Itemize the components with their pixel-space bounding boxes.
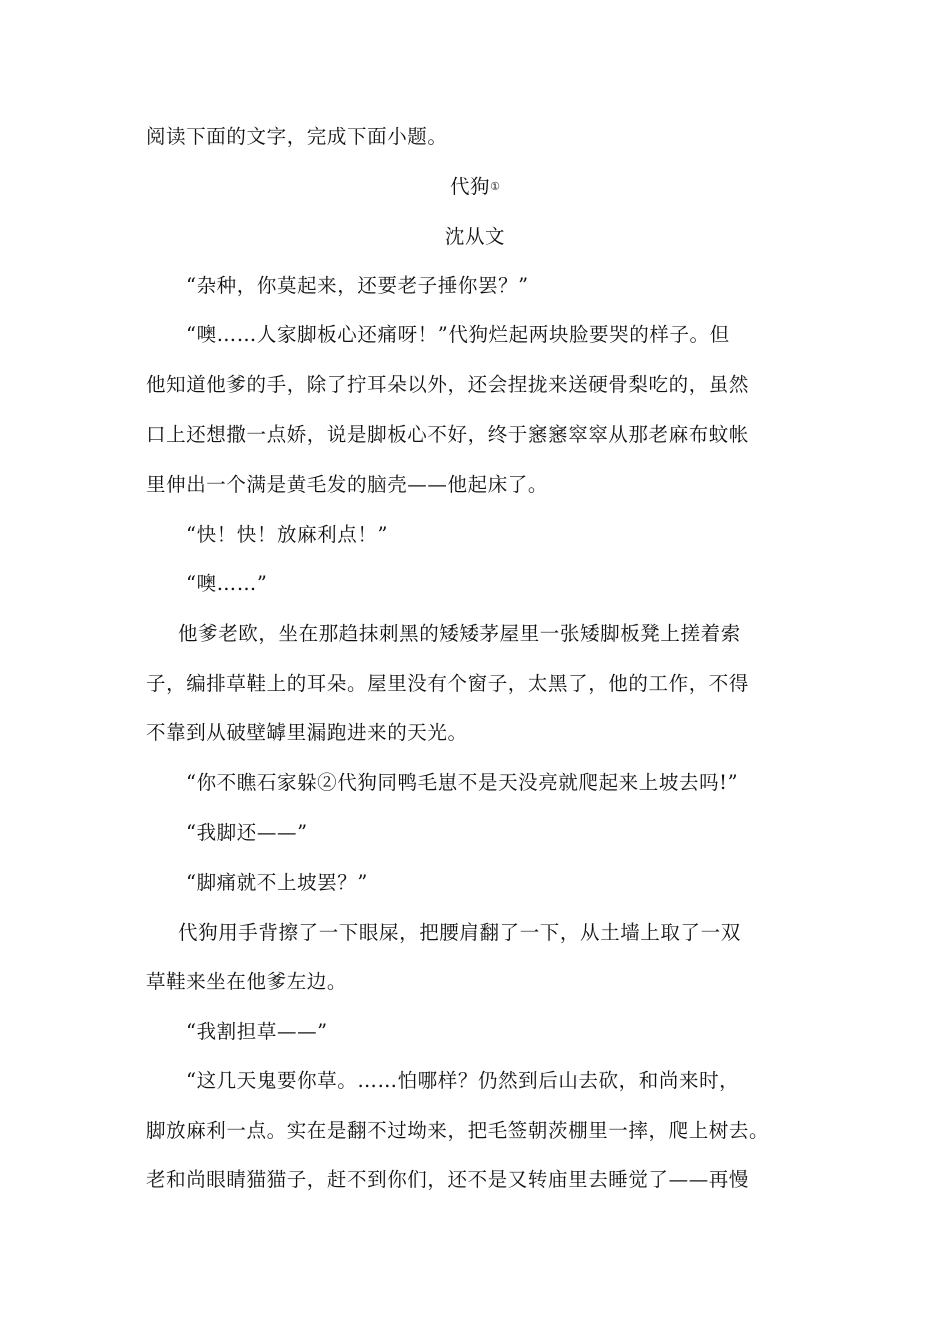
paragraph-line: “噢……人家脚板心还痛呀！”代狗烂起两块脸要哭的样子。但	[186, 323, 730, 346]
paragraph-line: “我割担草——”	[186, 1020, 328, 1043]
paragraph-line: “杂种，你莫起来，还要老子捶你罢？”	[186, 274, 529, 297]
paragraph-line: 口上还想撒一点娇，说是脚板心不好，终于窸窸窣窣从那老麻布蚊帐	[146, 423, 750, 446]
paragraph-line: “快！快！放麻利点！”	[186, 523, 389, 546]
paragraph-line: 脚放麻利一点。实在是翻不过坳来，把毛签朝茨棚里一摔，爬上树去。	[146, 1119, 770, 1142]
paragraph-line: “这几天鬼要你草。……怕哪样？仍然到后山去砍，和尚来时，	[186, 1069, 740, 1092]
paragraph-line: “脚痛就不上坡罢？”	[186, 871, 368, 894]
paragraph-line: 子，编排草鞋上的耳朵。屋里没有个窗子，太黑了，他的工作，不得	[146, 672, 750, 695]
paragraph-line: “噢……”	[186, 572, 268, 595]
instruction-text: 阅读下面的文字，完成下面小题。	[146, 125, 448, 148]
paragraph-line: 代狗用手背擦了一下眼屎，把腰肩翻了一下，从土墙上取了一双	[178, 921, 741, 944]
paragraph-line: 草鞋来坐在他爹左边。	[146, 970, 348, 993]
paragraph-line: 他知道他爹的手，除了拧耳朵以外，还会捏拢来送硬骨梨吃的，虽然	[146, 373, 750, 396]
story-title	[0, 174, 950, 200]
paragraph-line: 老和尚眼睛猫猫子，赶不到你们，还不是又转庙里去睡觉了——再慢	[146, 1168, 750, 1191]
title-text: 代狗	[449, 175, 491, 198]
author-name: 沈从文	[444, 225, 506, 248]
paragraph-line: 里伸出一个满是黄毛发的脑壳——他起床了。	[146, 473, 549, 496]
paragraph-line: “我脚还——”	[186, 821, 308, 844]
paragraph-line: 不靠到从破壁罅里漏跑进来的天光。	[146, 721, 468, 744]
paragraph-line: 他爹老欧，坐在那趋抹刺黑的矮矮茅屋里一张矮脚板凳上搓着索	[178, 622, 741, 645]
paragraph-line: “你不瞧石家躲②代狗同鸭毛崽不是天没亮就爬起来上坡去吗!”	[186, 771, 739, 794]
title-footnote-marker: ①	[490, 180, 501, 193]
